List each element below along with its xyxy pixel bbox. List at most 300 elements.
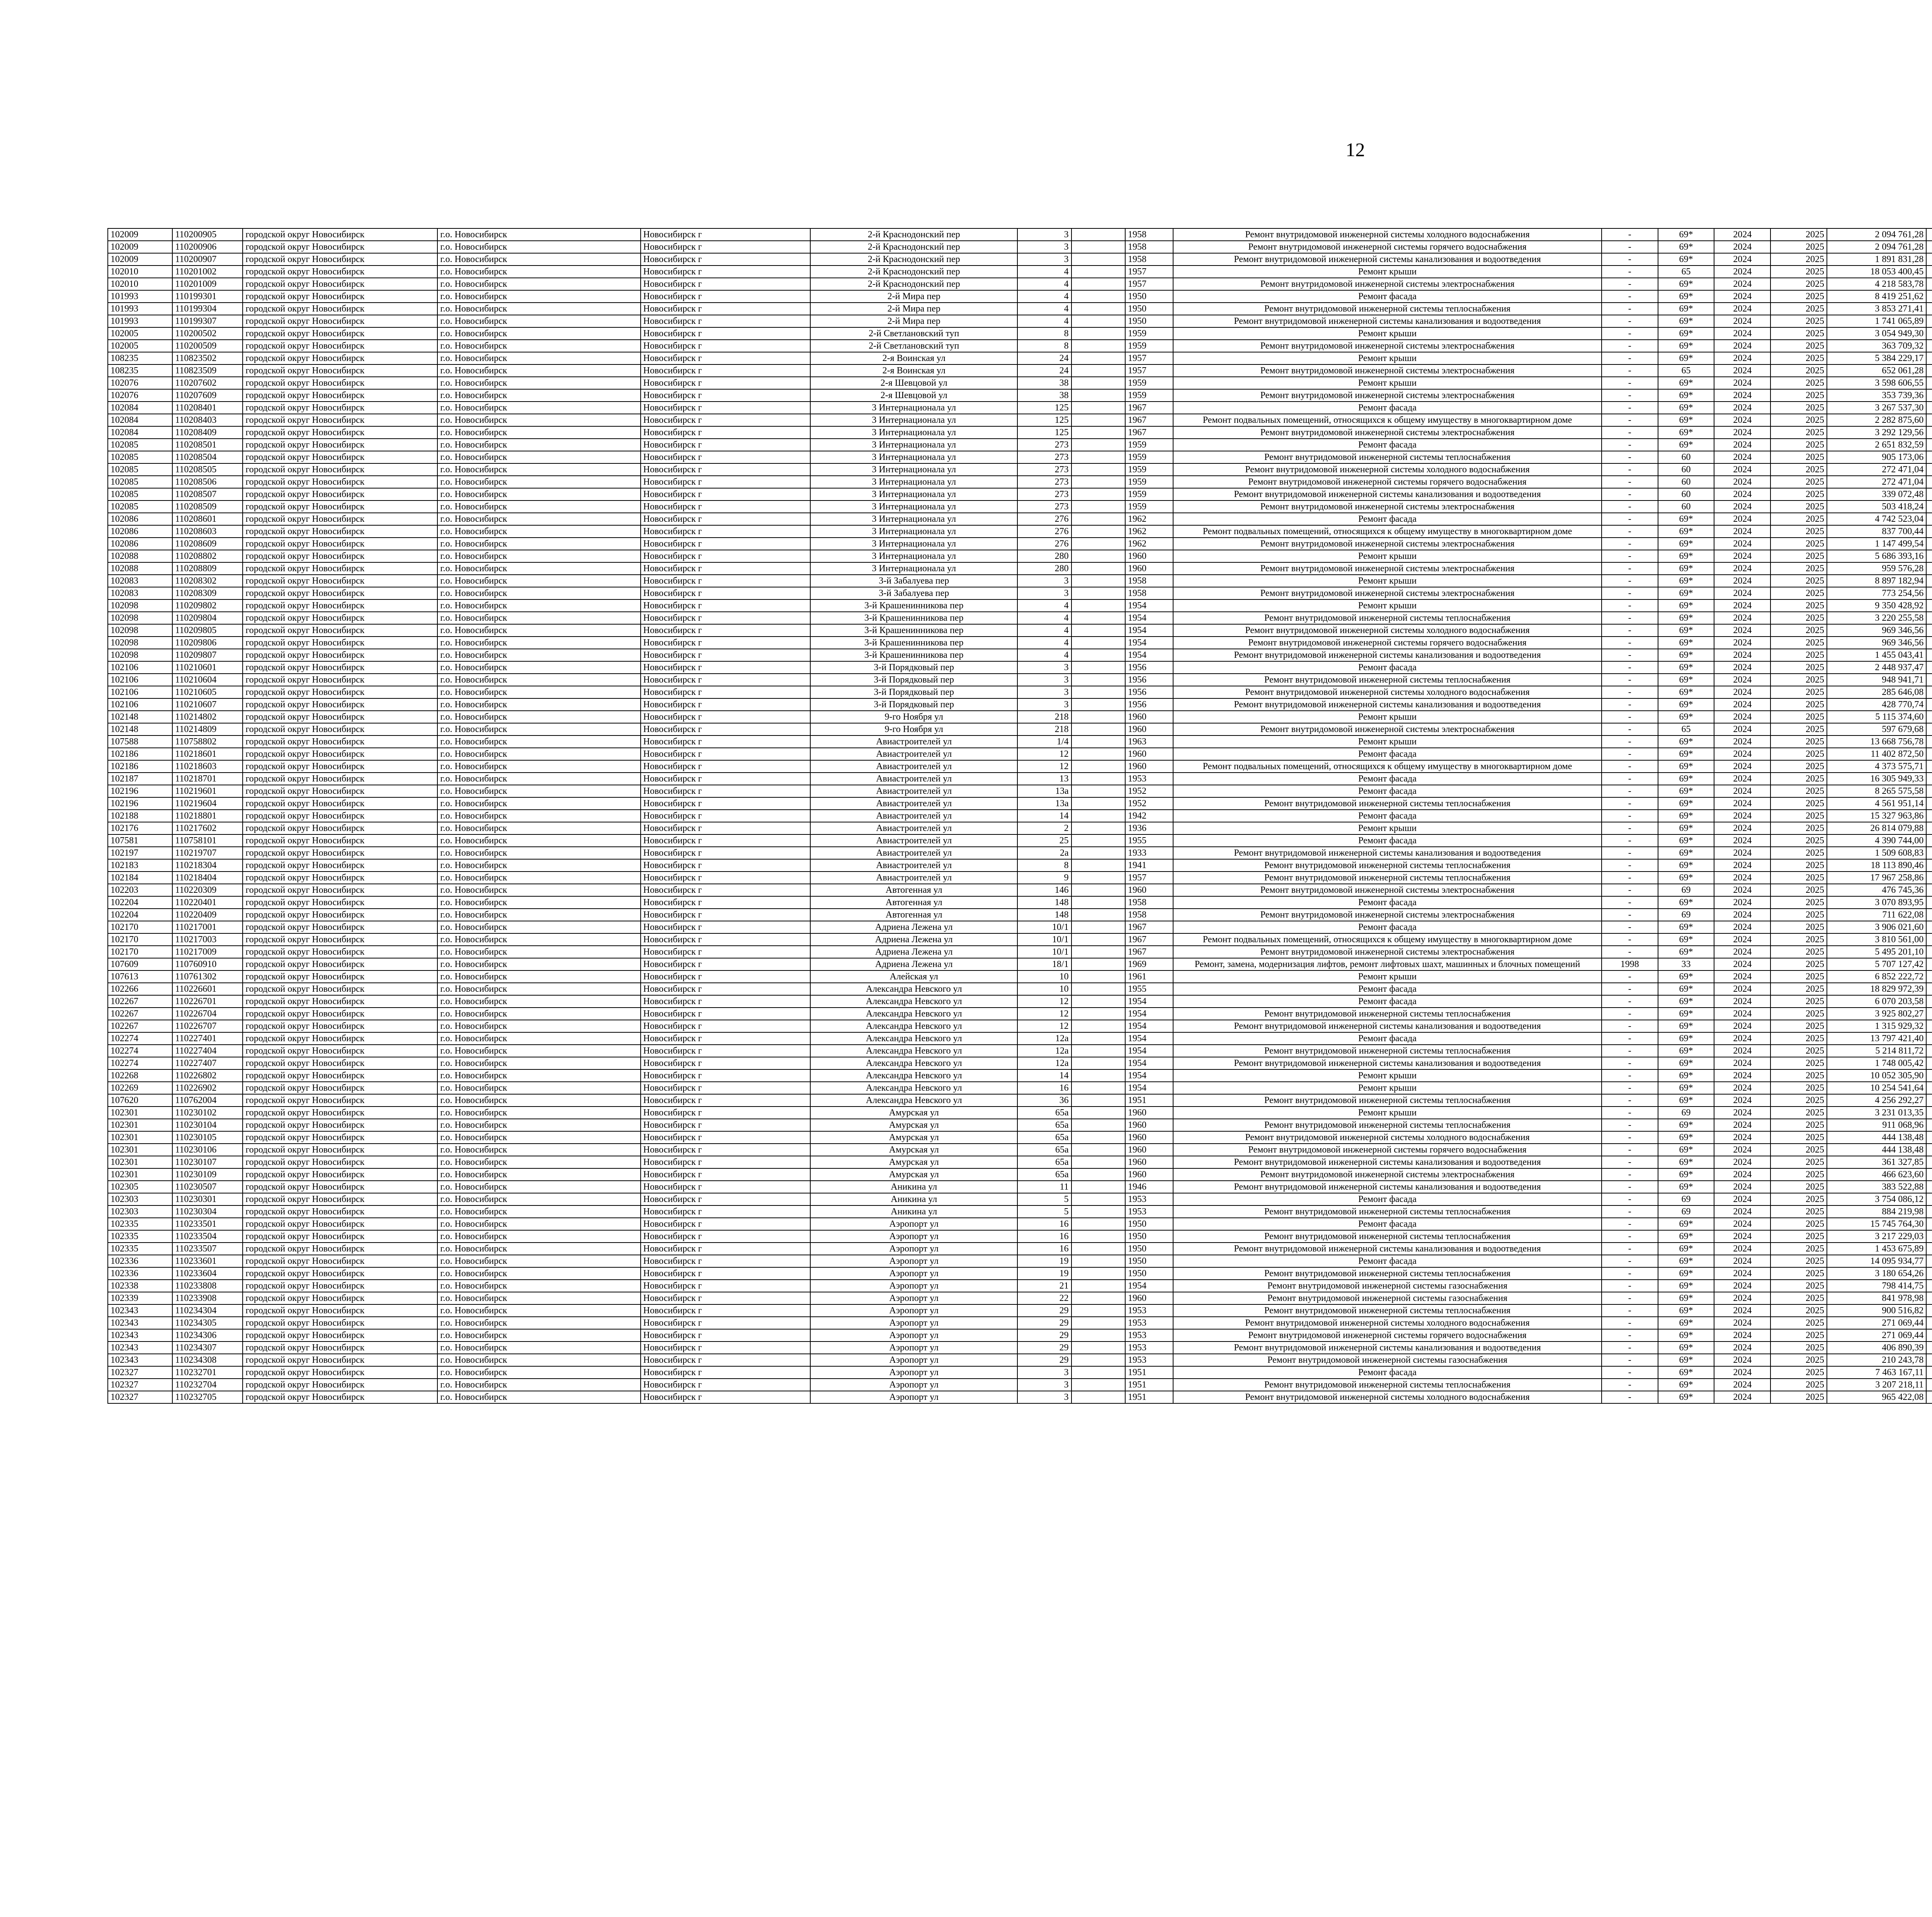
- table-cell: [1926, 1045, 1932, 1057]
- table-cell: 110219707: [172, 847, 243, 859]
- table-cell: 110217602: [172, 822, 243, 834]
- table-cell: городской округ Новосибирск: [243, 674, 437, 686]
- table-cell: 2024: [1714, 599, 1770, 612]
- table-cell: 69*: [1658, 1082, 1714, 1094]
- table-cell: Новосибирск г: [641, 278, 811, 290]
- table-row: [108, 760, 1932, 773]
- table-cell: 13: [1017, 773, 1071, 785]
- table-cell: [1926, 501, 1932, 513]
- table-cell: 110208403: [172, 414, 243, 426]
- table-cell: городской округ Новосибирск: [243, 525, 437, 538]
- table-cell: 353 739,36: [1827, 389, 1926, 402]
- table-cell: 2-й Мира пер: [810, 315, 1017, 327]
- table-cell: 110208603: [172, 525, 243, 538]
- table-cell: 110200502: [172, 327, 243, 340]
- table-cell: 3: [1017, 241, 1071, 253]
- table-cell: 2025: [1770, 1366, 1827, 1379]
- table-cell: 102274: [108, 1057, 172, 1069]
- table-cell: 110758802: [172, 735, 243, 748]
- table-cell: [1926, 785, 1932, 797]
- table-cell: 2025: [1770, 946, 1827, 958]
- table-cell: 9-го Ноября ул: [810, 723, 1017, 735]
- table-cell: 19: [1017, 1255, 1071, 1267]
- table-row: [108, 1193, 1932, 1205]
- table-cell: 2025: [1770, 1008, 1827, 1020]
- table-cell: 1951: [1125, 1391, 1173, 1403]
- table-cell: Ремонт внутридомовой инженерной системы электроснабжения: [1173, 538, 1602, 550]
- table-cell: 2024: [1714, 698, 1770, 711]
- table-cell: 2024: [1714, 1032, 1770, 1045]
- table-cell: 102327: [108, 1391, 172, 1403]
- table-cell: 2025: [1770, 1205, 1827, 1218]
- table-cell: городской округ Новосибирск: [243, 278, 437, 290]
- table-cell: 102204: [108, 909, 172, 921]
- table-row: [108, 538, 1932, 550]
- table-cell: городской округ Новосибирск: [243, 970, 437, 983]
- table-cell: 8 265 575,58: [1827, 785, 1926, 797]
- table-cell: [1926, 859, 1932, 872]
- table-cell: 3: [1017, 661, 1071, 674]
- table-cell: Ремонт фасада: [1173, 773, 1602, 785]
- table-cell: Ремонт внутридомовой инженерной системы теплоснабжения: [1173, 1094, 1602, 1107]
- table-cell: [1071, 612, 1125, 624]
- table-cell: 3-й Крашенинникова пер: [810, 599, 1017, 612]
- table-cell: Новосибирск г: [641, 303, 811, 315]
- table-cell: 1954: [1125, 1069, 1173, 1082]
- table-cell: 466 623,60: [1827, 1168, 1926, 1181]
- table-cell: 12: [1017, 995, 1071, 1008]
- table-cell: 2024: [1714, 501, 1770, 513]
- table-cell: 1956: [1125, 661, 1173, 674]
- table-cell: Новосибирск г: [641, 1131, 811, 1144]
- table-cell: 69: [1658, 1107, 1714, 1119]
- table-cell: Новосибирск г: [641, 1020, 811, 1032]
- table-cell: -: [1602, 723, 1658, 735]
- table-cell: 24: [1017, 364, 1071, 377]
- table-cell: 110230102: [172, 1107, 243, 1119]
- table-cell: Ремонт фасада: [1173, 785, 1602, 797]
- table-row: [108, 1131, 1932, 1144]
- table-cell: 218: [1017, 711, 1071, 723]
- table-cell: 2025: [1770, 538, 1827, 550]
- table-cell: 1953: [1125, 1317, 1173, 1329]
- table-cell: 69*: [1658, 575, 1714, 587]
- table-cell: 1967: [1125, 921, 1173, 933]
- table-cell: 10/1: [1017, 946, 1071, 958]
- table-cell: [1071, 501, 1125, 513]
- table-cell: 2024: [1714, 797, 1770, 810]
- table-cell: 69*: [1658, 327, 1714, 340]
- table-cell: 2024: [1714, 575, 1770, 587]
- table-cell: 3 598 606,55: [1827, 377, 1926, 389]
- table-cell: г.о. Новосибирск: [437, 364, 640, 377]
- table-cell: 2025: [1770, 909, 1827, 921]
- table-cell: г.о. Новосибирск: [437, 426, 640, 439]
- table-row: [108, 661, 1932, 674]
- table-cell: г.о. Новосибирск: [437, 241, 640, 253]
- table-cell: [1071, 538, 1125, 550]
- table-cell: 3 Интернационала ул: [810, 488, 1017, 501]
- table-cell: 102301: [108, 1144, 172, 1156]
- table-cell: [1926, 599, 1932, 612]
- table-cell: 1955: [1125, 834, 1173, 847]
- table-cell: Новосибирск г: [641, 426, 811, 439]
- table-cell: 18/1: [1017, 958, 1071, 970]
- table-cell: 2024: [1714, 1193, 1770, 1205]
- table-cell: [1926, 970, 1932, 983]
- table-cell: Ремонт фасада: [1173, 810, 1602, 822]
- table-cell: 444 138,48: [1827, 1131, 1926, 1144]
- table-cell: [1926, 1304, 1932, 1317]
- table-cell: 2025: [1770, 785, 1827, 797]
- table-cell: 102098: [108, 612, 172, 624]
- table-cell: 69*: [1658, 525, 1714, 538]
- table-cell: Ремонт крыши: [1173, 1069, 1602, 1082]
- table-cell: Ремонт подвальных помещений, относящихся к общему имуществу в многоквартирном доме: [1173, 760, 1602, 773]
- table-cell: Авиастроителей ул: [810, 810, 1017, 822]
- table-cell: [1926, 847, 1932, 859]
- table-cell: [1071, 847, 1125, 859]
- table-cell: 110217001: [172, 921, 243, 933]
- table-cell: [1071, 760, 1125, 773]
- table-cell: 2024: [1714, 785, 1770, 797]
- table-cell: [1926, 303, 1932, 315]
- table-cell: 102197: [108, 847, 172, 859]
- table-cell: Ремонт крыши: [1173, 1082, 1602, 1094]
- table-cell: городской округ Новосибирск: [243, 266, 437, 278]
- table-row: [108, 303, 1932, 315]
- table-cell: Новосибирск г: [641, 599, 811, 612]
- table-cell: городской округ Новосибирск: [243, 909, 437, 921]
- table-cell: 2024: [1714, 970, 1770, 983]
- table-cell: 2025: [1770, 735, 1827, 748]
- table-cell: 110208302: [172, 575, 243, 587]
- table-cell: 5 686 393,16: [1827, 550, 1926, 562]
- table-cell: Новосибирск г: [641, 290, 811, 303]
- table-cell: 2025: [1770, 1230, 1827, 1243]
- table-cell: 1 891 831,28: [1827, 253, 1926, 266]
- table-cell: 2025: [1770, 760, 1827, 773]
- table-cell: 271 069,44: [1827, 1317, 1926, 1329]
- table-cell: Аэропорт ул: [810, 1304, 1017, 1317]
- table-cell: г.о. Новосибирск: [437, 797, 640, 810]
- table-cell: Новосибирск г: [641, 1218, 811, 1230]
- table-cell: 1960: [1125, 748, 1173, 760]
- table-cell: 69*: [1658, 389, 1714, 402]
- table-cell: [1071, 1342, 1125, 1354]
- table-cell: г.о. Новосибирск: [437, 1280, 640, 1292]
- table-cell: 102010: [108, 278, 172, 290]
- table-cell: 3 Интернационала ул: [810, 525, 1017, 538]
- table-cell: Новосибирск г: [641, 612, 811, 624]
- table-cell: Ремонт крыши: [1173, 970, 1602, 983]
- table-cell: городской округ Новосибирск: [243, 1008, 437, 1020]
- table-cell: 1959: [1125, 451, 1173, 463]
- table-row: [108, 266, 1932, 278]
- table-cell: г.о. Новосибирск: [437, 1255, 640, 1267]
- table-cell: Ремонт подвальных помещений, относящихся к общему имуществу в многоквартирном доме: [1173, 414, 1602, 426]
- table-cell: 1959: [1125, 389, 1173, 402]
- table-cell: 2-я Воинская ул: [810, 352, 1017, 364]
- table-cell: г.о. Новосибирск: [437, 983, 640, 995]
- table-cell: Ремонт подвальных помещений, относящихся к общему имуществу в многоквартирном доме: [1173, 525, 1602, 538]
- table-cell: 2 282 875,60: [1827, 414, 1926, 426]
- table-cell: -: [1602, 612, 1658, 624]
- table-cell: Ремонт внутридомовой инженерной системы электроснабжения: [1173, 501, 1602, 513]
- table-cell: 1954: [1125, 612, 1173, 624]
- table-cell: 1959: [1125, 463, 1173, 476]
- table-cell: Ремонт крыши: [1173, 599, 1602, 612]
- table-cell: [1071, 637, 1125, 649]
- table-cell: -: [1602, 1243, 1658, 1255]
- table-cell: 69*: [1658, 760, 1714, 773]
- table-cell: Аникина ул: [810, 1205, 1017, 1218]
- table-cell: 69*: [1658, 1379, 1714, 1391]
- table-cell: [1071, 921, 1125, 933]
- table-row: [108, 340, 1932, 352]
- table-cell: [1926, 773, 1932, 785]
- table-cell: 4: [1017, 599, 1071, 612]
- table-cell: [1071, 698, 1125, 711]
- table-cell: 110208309: [172, 587, 243, 599]
- table-cell: Аэропорт ул: [810, 1391, 1017, 1403]
- table-cell: городской округ Новосибирск: [243, 562, 437, 575]
- table-cell: 2024: [1714, 909, 1770, 921]
- table-cell: Ремонт, замена, модернизация лифтов, ремонт лифтовых шахт, машинных и блочных помещений: [1173, 958, 1602, 970]
- table-cell: 2-й Краснодонский пер: [810, 241, 1017, 253]
- table-cell: 969 346,56: [1827, 637, 1926, 649]
- table-cell: 110209807: [172, 649, 243, 661]
- table-cell: 1962: [1125, 538, 1173, 550]
- table-cell: 2024: [1714, 439, 1770, 451]
- table-cell: [1926, 1131, 1932, 1144]
- table-cell: 110217009: [172, 946, 243, 958]
- table-cell: 1936: [1125, 822, 1173, 834]
- table-cell: -: [1602, 488, 1658, 501]
- table-cell: г.о. Новосибирск: [437, 1243, 640, 1255]
- table-cell: 2024: [1714, 1280, 1770, 1292]
- table-cell: 65а: [1017, 1131, 1071, 1144]
- table-cell: Новосибирск г: [641, 1032, 811, 1045]
- table-cell: Ремонт внутридомовой инженерной системы канализования и водоотведения: [1173, 1156, 1602, 1168]
- table-cell: 2024: [1714, 1292, 1770, 1304]
- table-cell: 2025: [1770, 884, 1827, 896]
- table-cell: [1926, 884, 1932, 896]
- table-cell: 110209802: [172, 599, 243, 612]
- table-cell: 2025: [1770, 513, 1827, 525]
- table-cell: 110233808: [172, 1280, 243, 1292]
- table-cell: Новосибирск г: [641, 377, 811, 389]
- table-cell: 1954: [1125, 1082, 1173, 1094]
- table-cell: 1959: [1125, 488, 1173, 501]
- table-cell: 65а: [1017, 1156, 1071, 1168]
- table-cell: [1926, 451, 1932, 463]
- table-cell: [1926, 228, 1932, 241]
- table-cell: -: [1602, 550, 1658, 562]
- table-cell: 1960: [1125, 1168, 1173, 1181]
- table-row: [108, 562, 1932, 575]
- table-cell: 2025: [1770, 1045, 1827, 1057]
- table-cell: 4 218 583,78: [1827, 278, 1926, 290]
- table-cell: 273: [1017, 488, 1071, 501]
- table-cell: Аэропорт ул: [810, 1243, 1017, 1255]
- table-cell: городской округ Новосибирск: [243, 896, 437, 909]
- table-cell: 69*: [1658, 1156, 1714, 1168]
- table-cell: -: [1602, 1045, 1658, 1057]
- table-cell: [1926, 1119, 1932, 1131]
- table-cell: Ремонт фасада: [1173, 983, 1602, 995]
- table-cell: 1952: [1125, 797, 1173, 810]
- table-cell: 3: [1017, 674, 1071, 686]
- table-cell: городской округ Новосибирск: [243, 1267, 437, 1280]
- table-cell: городской округ Новосибирск: [243, 303, 437, 315]
- table-cell: г.о. Новосибирск: [437, 1008, 640, 1020]
- table-cell: 1960: [1125, 1144, 1173, 1156]
- table-cell: 69*: [1658, 241, 1714, 253]
- table-cell: 2024: [1714, 859, 1770, 872]
- table-cell: 2024: [1714, 1366, 1770, 1379]
- table-cell: 148: [1017, 896, 1071, 909]
- table-cell: 69: [1658, 884, 1714, 896]
- table-cell: 18 113 890,46: [1827, 859, 1926, 872]
- table-cell: 69*: [1658, 1119, 1714, 1131]
- table-cell: г.о. Новосибирск: [437, 760, 640, 773]
- table-cell: 911 068,96: [1827, 1119, 1926, 1131]
- table-cell: 948 941,71: [1827, 674, 1926, 686]
- table-cell: 25: [1017, 834, 1071, 847]
- table-cell: 29: [1017, 1329, 1071, 1342]
- table-row: [108, 1020, 1932, 1032]
- table-row: [108, 884, 1932, 896]
- table-cell: 69*: [1658, 1045, 1714, 1057]
- table-cell: [1926, 1391, 1932, 1403]
- table-cell: 110230304: [172, 1205, 243, 1218]
- table-cell: 110199307: [172, 315, 243, 327]
- table-cell: городской округ Новосибирск: [243, 1020, 437, 1032]
- table-cell: Ремонт внутридомовой инженерной системы электроснабжения: [1173, 426, 1602, 439]
- table-cell: 2024: [1714, 463, 1770, 476]
- table-cell: Ремонт внутридомовой инженерной системы электроснабжения: [1173, 946, 1602, 958]
- table-cell: г.о. Новосибирск: [437, 1329, 640, 1342]
- table-cell: [1071, 909, 1125, 921]
- table-cell: г.о. Новосибирск: [437, 884, 640, 896]
- table-cell: 107620: [108, 1094, 172, 1107]
- table-cell: 3-й Крашенинникова пер: [810, 637, 1017, 649]
- table-row: [108, 1218, 1932, 1230]
- table-cell: [1071, 266, 1125, 278]
- table-cell: 107588: [108, 735, 172, 748]
- table-cell: 2025: [1770, 970, 1827, 983]
- table-cell: [1071, 785, 1125, 797]
- table-cell: 4 390 744,00: [1827, 834, 1926, 847]
- table-cell: 19: [1017, 1267, 1071, 1280]
- table-cell: Новосибирск г: [641, 674, 811, 686]
- table-cell: Ремонт внутридомовой инженерной системы электроснабжения: [1173, 723, 1602, 735]
- table-cell: Александра Невского ул: [810, 1045, 1017, 1057]
- table-cell: -: [1602, 513, 1658, 525]
- table-cell: [1926, 624, 1932, 637]
- table-cell: Ремонт внутридомовой инженерной системы горячего водоснабжения: [1173, 637, 1602, 649]
- table-cell: 2024: [1714, 1230, 1770, 1243]
- table-cell: 2025: [1770, 995, 1827, 1008]
- table-cell: 3-й Порядковый пер: [810, 674, 1017, 686]
- table-cell: -: [1602, 1218, 1658, 1230]
- table-cell: городской округ Новосибирск: [243, 686, 437, 698]
- table-cell: городской округ Новосибирск: [243, 822, 437, 834]
- table-cell: 4: [1017, 624, 1071, 637]
- table-cell: [1071, 599, 1125, 612]
- table-cell: Ремонт внутридомовой инженерной системы холодного водоснабжения: [1173, 228, 1602, 241]
- table-cell: 1951: [1125, 1094, 1173, 1107]
- table-row: [108, 1267, 1932, 1280]
- table-cell: 7 463 167,11: [1827, 1366, 1926, 1379]
- table-cell: [1071, 364, 1125, 377]
- table-cell: 107613: [108, 970, 172, 983]
- table-cell: [1926, 612, 1932, 624]
- table-cell: 2-й Краснодонский пер: [810, 228, 1017, 241]
- table-cell: -: [1602, 340, 1658, 352]
- table-cell: 1 509 608,83: [1827, 847, 1926, 859]
- table-cell: [1071, 1205, 1125, 1218]
- table-cell: Новосибирск г: [641, 1354, 811, 1366]
- table-cell: 60: [1658, 451, 1714, 463]
- table-cell: 3-й Крашенинникова пер: [810, 612, 1017, 624]
- table-cell: городской округ Новосибирск: [243, 1181, 437, 1193]
- table-cell: Новосибирск г: [641, 364, 811, 377]
- table-cell: 1954: [1125, 1008, 1173, 1020]
- table-cell: городской округ Новосибирск: [243, 748, 437, 760]
- table-cell: 2024: [1714, 1168, 1770, 1181]
- table-cell: Адриена Лежена ул: [810, 958, 1017, 970]
- table-cell: 2024: [1714, 1008, 1770, 1020]
- table-cell: Ремонт внутридомовой инженерной системы теплоснабжения: [1173, 1267, 1602, 1280]
- table-cell: 841 978,98: [1827, 1292, 1926, 1304]
- table-cell: 110220309: [172, 884, 243, 896]
- table-cell: 2025: [1770, 501, 1827, 513]
- table-row: [108, 575, 1932, 587]
- table-cell: городской округ Новосибирск: [243, 476, 437, 488]
- table-cell: Ремонт внутридомовой инженерной системы газоснабжения: [1173, 1354, 1602, 1366]
- table-cell: 69*: [1658, 624, 1714, 637]
- table-cell: [1926, 946, 1932, 958]
- table-cell: 3 267 537,30: [1827, 402, 1926, 414]
- table-cell: 1960: [1125, 1119, 1173, 1131]
- table-cell: 110208802: [172, 550, 243, 562]
- table-cell: 69*: [1658, 946, 1714, 958]
- table-cell: г.о. Новосибирск: [437, 1107, 640, 1119]
- table-cell: Ремонт фасада: [1173, 896, 1602, 909]
- table-cell: -: [1602, 637, 1658, 649]
- table-row: [108, 1094, 1932, 1107]
- table-cell: г.о. Новосибирск: [437, 377, 640, 389]
- table-cell: 110200509: [172, 340, 243, 352]
- table-cell: 3: [1017, 587, 1071, 599]
- table-cell: 2025: [1770, 303, 1827, 315]
- table-cell: [1071, 735, 1125, 748]
- table-cell: городской округ Новосибирск: [243, 426, 437, 439]
- table-cell: 102098: [108, 624, 172, 637]
- table-cell: 125: [1017, 426, 1071, 439]
- table-cell: г.о. Новосибирск: [437, 1292, 640, 1304]
- table-cell: Новосибирск г: [641, 1366, 811, 1379]
- table-cell: городской округ Новосибирск: [243, 377, 437, 389]
- table-cell: 2025: [1770, 266, 1827, 278]
- table-cell: Новосибирск г: [641, 340, 811, 352]
- table-cell: Ремонт внутридомовой инженерной системы холодного водоснабжения: [1173, 1131, 1602, 1144]
- table-cell: Новосибирск г: [641, 785, 811, 797]
- table-cell: 2025: [1770, 1329, 1827, 1342]
- table-cell: г.о. Новосибирск: [437, 340, 640, 352]
